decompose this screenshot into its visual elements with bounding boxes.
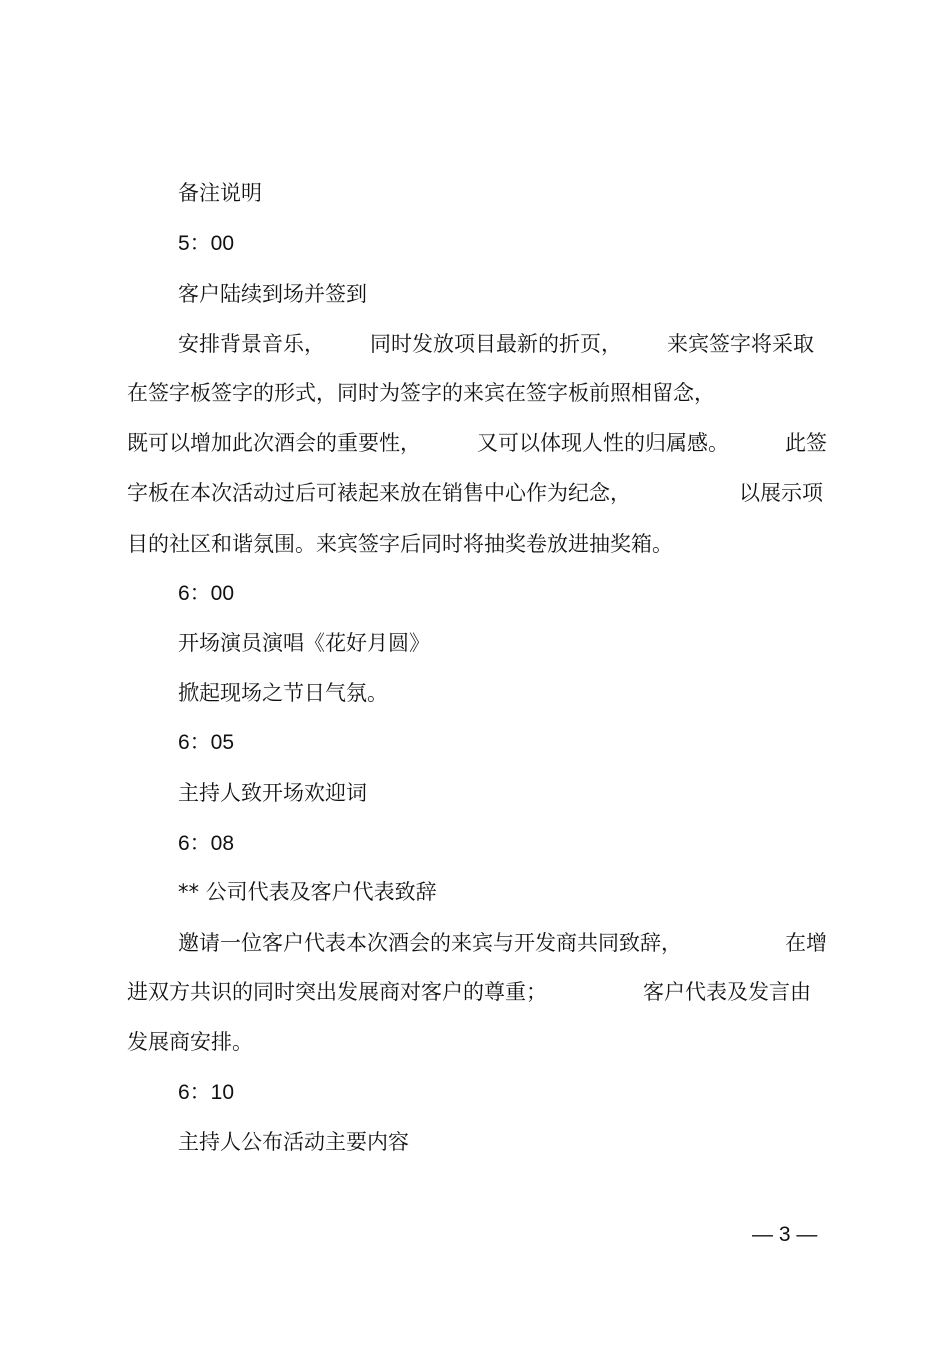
paragraph-line: 目的社区和谐氛围。来宾签字后同时将抽奖卷放进抽奖箱。 [127,532,673,556]
paragraph-line [127,977,811,1007]
time-label: 6：00 [178,582,235,605]
text-segment: 安排背景音乐， [178,332,325,356]
paragraph-line [178,928,827,958]
time-label: 6：10 [178,1081,235,1104]
time-label: 6：08 [178,832,235,855]
paragraph-line: 在签字板签字的形式，同时为签字的来宾在签字板前照相留念， [127,381,715,405]
text-segment: 又可以体现人性的归属感。 [477,431,729,455]
text-segment: 在增 [785,931,827,955]
text-segment: 字板在本次活动过后可裱起来放在销售中心作为纪念， [127,481,631,505]
schedule-item: 客户陆续到场并签到 [178,282,367,306]
schedule-item: 开场演员演唱《花好月圆》 [178,631,430,655]
text-segment: 此签 [785,431,827,455]
text-segment: 邀请一位客户代表本次酒会的来宾与开发商共同致辞， [178,931,682,955]
paragraph-line [127,428,827,458]
paragraph-line [127,478,823,508]
schedule-item: ** 公司代表及客户代表致辞 [178,880,437,904]
page-number: — 3 — [752,1223,818,1246]
time-label: 6：05 [178,731,235,754]
schedule-item: 掀起现场之节日气氛。 [178,681,388,705]
time-label: 5：00 [178,232,235,255]
text-segment: 同时发放项目最新的折页， [370,332,622,356]
text-segment: 客户代表及发言由 [643,980,811,1004]
text-segment: 来宾签字将采取 [667,332,814,356]
text-segment: 以展示项 [739,481,823,505]
schedule-item: 主持人致开场欢迎词 [178,781,367,805]
heading-remarks: 备注说明 [178,181,262,205]
text-segment: 既可以增加此次酒会的重要性， [127,431,421,455]
text-segment: 进双方共识的同时突出发展商对客户的尊重； [127,980,547,1004]
paragraph-line [178,329,814,359]
paragraph-line: 发展商安排。 [127,1030,253,1054]
schedule-item: 主持人公布活动主要内容 [178,1130,409,1154]
